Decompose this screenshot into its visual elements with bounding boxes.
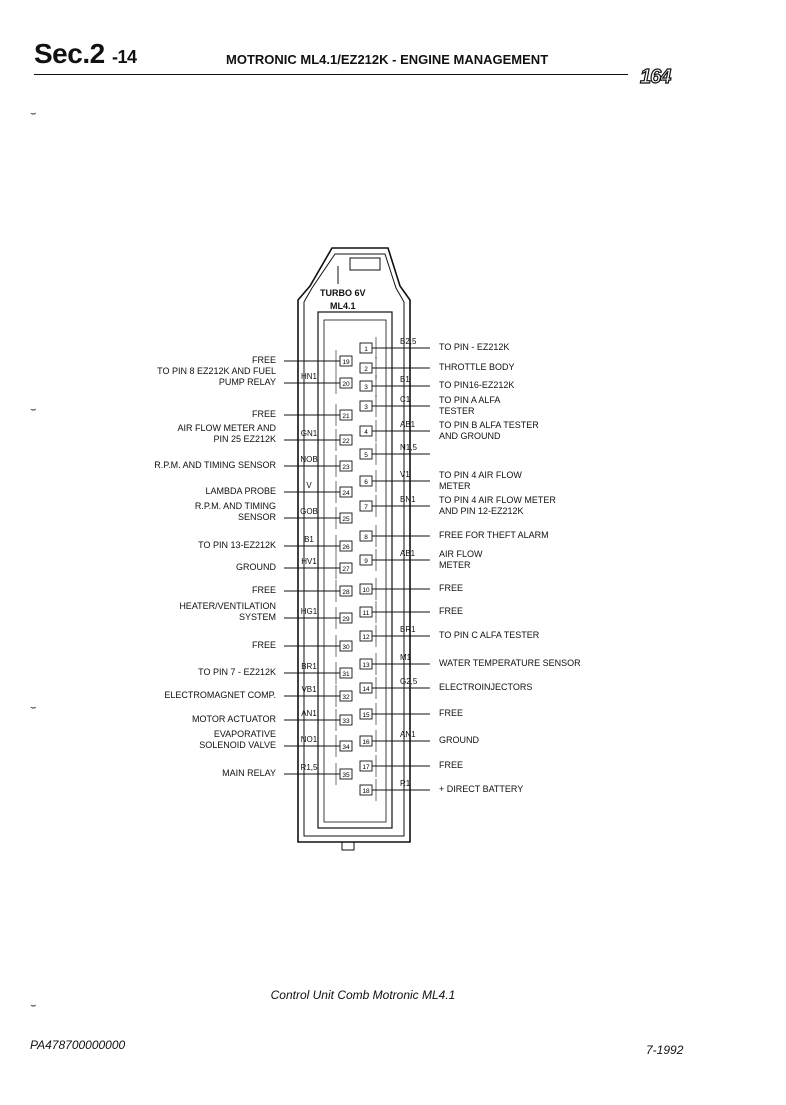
pin-number: 22 [342, 438, 350, 445]
pin-number: 5 [364, 452, 368, 459]
pin-number: 23 [342, 464, 350, 471]
pin-label: THROTTLE BODY [439, 362, 515, 372]
wire-code: B2,5 [400, 337, 417, 346]
pin-number: 29 [342, 616, 350, 623]
wire-code: AB1 [400, 420, 416, 429]
pin-number: 2 [364, 366, 368, 373]
pin-number: 9 [364, 558, 368, 565]
wire-code: M1 [400, 653, 412, 662]
pin-label: HEATER/VENTILATION SYSTEM [179, 601, 276, 622]
pin-label: TO PIN16-EZ212K [439, 380, 515, 390]
pin-number: 14 [362, 686, 370, 693]
pin-number: 13 [362, 662, 370, 669]
wire-code: BR1 [400, 625, 416, 634]
pin-label: TO PIN 8 EZ212K AND FUEL PUMP RELAY [157, 366, 276, 387]
pin-number: 7 [364, 504, 368, 511]
wire-code: B1 [400, 375, 410, 384]
pin-label: TO PIN 4 AIR FLOW METER AND PIN 12-EZ212K [439, 495, 556, 516]
connector-body [298, 248, 410, 850]
connector-top-label: TURBO 6V [320, 288, 366, 298]
pin-10 [360, 578, 430, 600]
pin-label: MAIN RELAY [222, 768, 276, 778]
wire-code: G2,5 [400, 677, 418, 686]
pin-number: 3 [364, 384, 368, 391]
pin-number: 12 [362, 634, 370, 641]
pin-label: FREE [251, 640, 276, 650]
pin-label: R.P.M. AND TIMING SENSOR [194, 501, 276, 522]
scan-mark: ⌣ [30, 1000, 37, 1011]
wire-code: GN1 [300, 429, 318, 438]
pin-number: 18 [362, 788, 370, 795]
figure-caption: Control Unit Comb Motronic ML4.1 [270, 988, 456, 1002]
pin-number: 11 [362, 610, 370, 617]
pin-number: 4 [364, 429, 368, 436]
pin-label: WATER TEMPERATURE SENSOR [439, 658, 581, 668]
wire-code: V [306, 481, 312, 490]
wire-code: B1 [304, 535, 314, 544]
wire-code: HV1 [301, 557, 317, 566]
wire-code: AN1 [400, 730, 416, 739]
pin-label: + DIRECT BATTERY [439, 784, 524, 794]
pin-number: 6 [364, 479, 368, 486]
wire-code: AB1 [400, 549, 416, 558]
pin-number: 24 [342, 490, 350, 497]
pin-label: ELECTROINJECTORS [439, 682, 533, 692]
wire-code: BN1 [400, 495, 416, 504]
pin-number: 26 [342, 544, 350, 551]
document-number: PA478700000000 [30, 1038, 126, 1052]
pin-label: TO PIN B ALFA TESTER AND GROUND [439, 420, 539, 441]
wire-code: R1,5 [300, 763, 318, 772]
pin-label: MOTOR ACTUATOR [191, 714, 276, 724]
pin-number: 28 [342, 589, 350, 596]
wire-code: NO1 [300, 735, 318, 744]
pin-label: FREE [251, 355, 276, 365]
scan-mark: ⌣ [30, 108, 37, 119]
pin-label: FREE [439, 760, 464, 770]
pin-number: 35 [342, 772, 350, 779]
pin-label: TO PIN C ALFA TESTER [439, 630, 540, 640]
pin-number: 3 [364, 404, 368, 411]
pin-15 [360, 703, 430, 725]
wire-code: R1 [400, 779, 411, 788]
pin-label: ELECTROMAGNET COMP. [164, 690, 276, 700]
pin-label: LAMBDA PROBE [205, 486, 276, 496]
pin-label: GROUND [439, 735, 479, 745]
document-date: 7-1992 [646, 1043, 684, 1057]
pin-label: FREE [439, 583, 464, 593]
wire-code: HG1 [300, 607, 318, 616]
pin-number: 33 [342, 718, 350, 725]
pin-label: TO PIN 13-EZ212K [198, 540, 276, 550]
pin-label: TO PIN A ALFA TESTER [439, 395, 501, 416]
pin-label: AIR FLOW METER AND PIN 25 EZ212K [177, 423, 276, 444]
pin-label: GROUND [236, 562, 276, 572]
connector-sub-label: ML4.1 [330, 301, 356, 311]
wire-code: C1 [400, 395, 411, 404]
pin-label: FREE [439, 708, 464, 718]
pin-number: 25 [342, 516, 350, 523]
page-number: -14 [111, 47, 137, 67]
pin-label: R.P.M. AND TIMING SENSOR [154, 460, 276, 470]
wire-code: AN1 [301, 709, 317, 718]
pin-label: FREE FOR THEFT ALARM [439, 530, 549, 540]
section-label: Sec.2 [34, 38, 105, 69]
model-logo: 164 [640, 66, 671, 88]
wire-code: VB1 [301, 685, 317, 694]
pin-number: 30 [342, 644, 350, 651]
pin-number: 31 [342, 671, 350, 678]
pin-number: 32 [342, 694, 350, 701]
wire-code: NOB [300, 455, 318, 464]
pin-label: FREE [251, 409, 276, 419]
pin-number: 1 [364, 346, 368, 353]
pin-number: 27 [342, 566, 350, 573]
pin-number: 34 [342, 744, 350, 751]
pin-number: 19 [342, 359, 350, 366]
wire-code: GOB [300, 507, 318, 516]
wire-code: BR1 [301, 662, 317, 671]
wire-code: V1 [400, 470, 410, 479]
pin-label: FREE [439, 606, 464, 616]
scan-mark: ⌣ [30, 404, 37, 415]
pin-number: 20 [342, 381, 350, 388]
pin-17 [360, 755, 430, 777]
pin-number: 15 [362, 712, 370, 719]
pin-11 [360, 601, 430, 623]
pin-label: TO PIN 7 - EZ212K [198, 667, 276, 677]
page-title: MOTRONIC ML4.1/EZ212K - ENGINE MANAGEMENT [226, 52, 549, 67]
pin-number: 16 [362, 739, 370, 746]
pin-label: TO PIN 4 AIR FLOW METER [439, 470, 522, 491]
pin-number: 8 [364, 534, 368, 541]
pin-number: 21 [342, 413, 350, 420]
pin-label: FREE [251, 585, 276, 595]
scan-mark: ⌣ [30, 702, 37, 713]
pin-8 [360, 525, 430, 547]
wire-code: HN1 [300, 372, 317, 381]
pin-label: EVAPORATIVE SOLENOID VALVE [199, 729, 276, 750]
pin-label: TO PIN - EZ212K [439, 342, 510, 352]
pin-label: AIR FLOW METER [439, 549, 483, 570]
pin-number: 17 [362, 764, 370, 771]
wire-code: N1,5 [400, 443, 417, 452]
pin-number: 10 [362, 587, 370, 594]
